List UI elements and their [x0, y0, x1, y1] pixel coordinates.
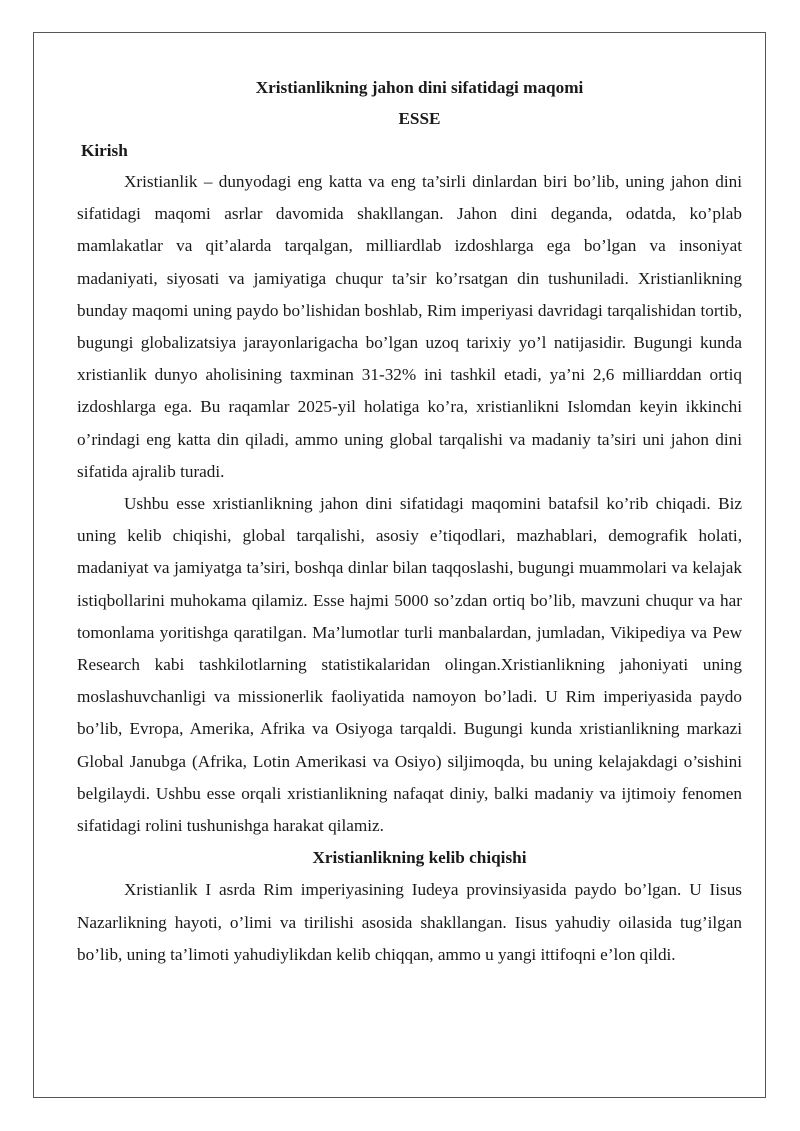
- paragraph: Xristianlik I asrda Rim imperiyasining Iudeya provinsiyasida paydo bo’lgan. U Iisus Nazarlikning hayoti, o’limi va tirilishi asosida shakllangan. Iisus yahudiy oilasida tug’ilgan bo’lib, uning ta’limoti yahudiylikdan kelib chiqqan, ammo u yangi ittifoqni e’lon qildi.: [77, 880, 742, 964]
- paragraph: Xristianlik – dunyodagi eng katta va eng ta’sirli dinlardan biri bo’lib, uning jahon dini sifatidagi maqomi asrlar davomida shakllangan. Jahon dini deganda, odatda, ko’plab mamlakatlar va qit’alarda tarqalgan, milliardlab izdoshlarga ega bo’lgan va insoniyat madaniyati, siyosati va jamiyatiga chuqur ta’sir ko’rsatgan din tushuniladi. Xristianlikning bunday maqomi uning paydo bo’lishidan boshlab, Rim imperiyasi davridagi tarqalishidan tortib, bugungi globalizatsiya jarayonlarigacha bo’lgan uzoq tarixiy yo’l natijasidir. Bugungi kunda xristianlik dunyo aholisining taxminan 31-32% ini tashkil etadi, ya’ni 2,6 milliarddan ortiq izdoshlarga ega. Bu raqamlar 2025-yil holatiga ko’ra, xristianlikni Islomdan keyin ikkinchi o’rindagi eng katta din qiladi, ammo uning global tarqalishi va madaniy ta’siri uni jahon dini sifatida ajralib turadi.: [77, 172, 742, 481]
- paragraph: Ushbu esse xristianlikning jahon dini sifatidagi maqomini batafsil ko’rib chiqadi. Biz uning kelib chiqishi, global tarqalishi, asosiy e’tiqodlari, mazhablari, demografik holati, madaniyat va jamiyatga ta’siri, boshqa dinlar bilan taqqoslashi, bugungi muammolari va kelajak istiqbollarini muhokama qilamiz. Esse hajmi 5000 so’zdan ortiq bo’lib, mavzuni chuqur va har tomonlama yoritishga qaratilgan. Ma’lumotlar turli manbalardan, jumladan, Vikipediya va Pew Research kabi tashkilotlarning statistikalaridan olingan.Xristianlikning jahoniyati uning moslashuvchanligi va missionerlik faoliyatida namoyon bo’ladi. U Rim imperiyasida paydo bo’lib, Evropa, Amerika, Afrika va Osiyoga tarqaldi. Bugungi kunda xristianlikning markazi Global Janubga (Afrika, Lotin Amerikasi va Osiyo) siljimoqda, bu uning kelajakdagi o’sishini belgilaydi. Ushbu esse orqali xristianlikning nafaqat diniy, balki madaniy va ijtimoiy fenomen sifatidagi rolini tushunishga harakat qilamiz.: [77, 494, 742, 836]
- document-body: [77, 74, 742, 971]
- document-title: Xristianlikning jahon dini sifatidagi maqomi: [255, 78, 584, 97]
- document-subtitle: ESSE: [398, 109, 441, 128]
- intro-heading: Kirish: [81, 141, 128, 160]
- section-heading: Xristianlikning kelib chiqishi: [312, 848, 527, 868]
